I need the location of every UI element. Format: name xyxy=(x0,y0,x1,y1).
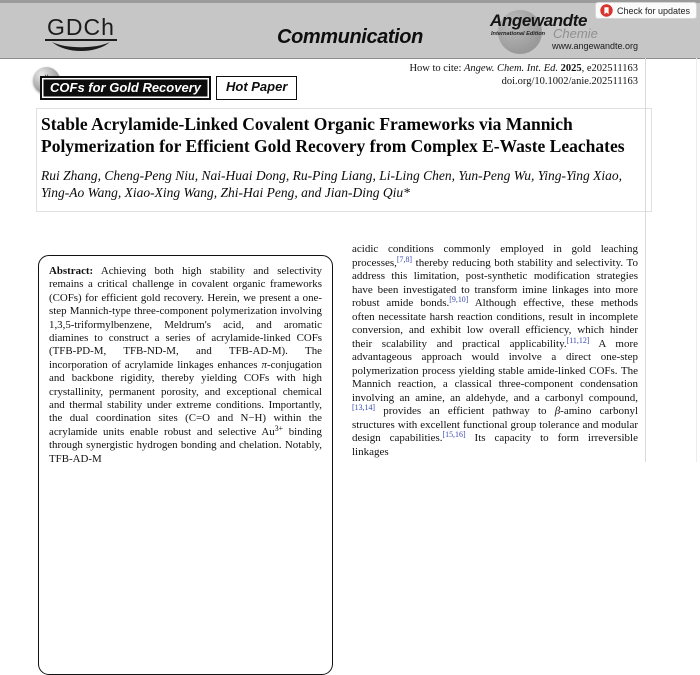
citation-line: How to cite: Angew. Chem. Int. Ed. 2025, e202511163 xyxy=(409,63,638,74)
crossmark-icon xyxy=(600,4,613,17)
reference-link[interactable]: [7,8] xyxy=(396,254,413,264)
reference-link[interactable]: [15,16] xyxy=(442,430,466,440)
title-block xyxy=(36,108,652,212)
topic-badge: COFs for Gold Recovery xyxy=(40,76,211,100)
author-list: Rui Zhang, Cheng-Peng Niu, Nai-Huai Dong, Ru-Ping Liang, Li-Ling Chen, Yun-Peng Wu, Ying-Ying Xiao, Ying-Ao Wang, Xiao-Xing Wang, Zhi-Hai Peng, and Jian-Ding Qiu* xyxy=(41,168,623,200)
reference-link[interactable]: [11,12] xyxy=(566,335,590,345)
body-text-column: acidic conditions commonly employed in gold leaching processes,[7,8] thereby reducing both stability and selectivity. To address this limitation, post-synthetic modification strategies have been investigated to transform imine linkages into more robust amide bonds.[9,10] Although effective, these methods often necessitate harsh reaction conditions, result in incomplete conversion, and exhibit low overall efficiency, which hinder their scalability and practical applicability.[11,12] A more advantageous approach would involve a direct one-step polymerization process yielding stable amide-linked COFs. The Mannich reaction, a classical three-component condensation involving an amine, an aldehyde, and a carbonyl compound,[13,14] provides an efficient pathway to β-amino carbonyl structures with excellent functional group tolerance and modular design capabilities.[15,16] Its capacity to form irreversible linkages xyxy=(352,243,638,458)
angewandte-chemie-label: Chemie xyxy=(553,26,598,41)
citation-block xyxy=(409,63,638,88)
gdch-logo-text: GDCh xyxy=(47,14,115,40)
page-edge-divider xyxy=(645,58,646,462)
reference-link[interactable]: [9,10] xyxy=(449,295,469,305)
reference-link[interactable]: [13,14] xyxy=(352,403,376,413)
journal-header xyxy=(0,0,700,59)
check-for-updates-label: Check for updates xyxy=(616,5,690,16)
citation-doi-link[interactable]: doi.org/10.1002/anie.202511163 xyxy=(501,75,638,87)
article-title: Stable Acrylamide-Linked Covalent Organic Frameworks via Mannich Polymerization for Efficient Gold Recovery from Complex E-Waste Leachates xyxy=(41,114,625,156)
check-for-updates-button[interactable] xyxy=(595,2,697,19)
angewandte-website-link[interactable]: www.angewandte.org xyxy=(552,41,639,51)
article-type-heading: Communication xyxy=(277,26,423,48)
viewport-edge-divider xyxy=(696,58,697,462)
abstract-text: Abstract: Achieving both high stability and selectivity remains a critical challenge in covalent organic frameworks (COFs) for efficient gold recovery. Herein, we present a one-step Mannich-type three-component polymerization involving 1,3,5-triformylbenzene, Meldrum's acid, and aromatic diamines to construct a series of acrylamide-linked COFs (TFB-PD-M, TFB-ND-M, and TFB-AD-M). The incorporation of acrylamide linkages enhances π-conjugation and backbone rigidity, thereby yielding COFs with high crystallinity, permanent porosity, and exceptional chemical and thermal stability under extreme conditions. Importantly, the dual coordination sites (C=O and N−H) within the acrylamide units enable robust and selective $Au^{3+}$ binding through synergistic hydrogen bonding and chelation. Notably, TFB-AD-M xyxy=(49,265,322,465)
angewandte-edition-label: International Edition xyxy=(491,31,546,37)
article-badges xyxy=(40,76,297,100)
abstract-box xyxy=(38,255,333,675)
hot-paper-badge: Hot Paper xyxy=(216,76,297,100)
angewandte-wordmark: Angewandte xyxy=(490,11,588,30)
